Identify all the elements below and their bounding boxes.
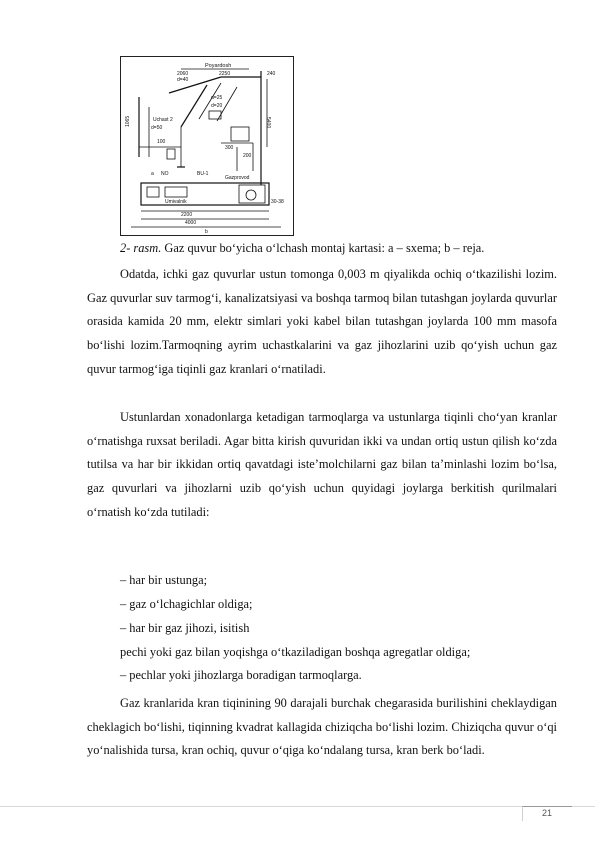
diagram-dim-d50: d=50 (151, 125, 163, 131)
diagram-dim-100: 100 (157, 139, 166, 145)
diagram-label-b: b (205, 229, 208, 235)
diagram-label-gazprovod: Gazprovod (225, 175, 250, 181)
list-item-3: – har bir gaz jihozi, isitish (120, 621, 250, 635)
list-item-1: – har bir ustunga; (120, 573, 208, 587)
diagram-dim-d25: d=25 (211, 95, 223, 101)
diagram-dim-2200: 2200 (181, 212, 193, 218)
list-item-2: – gaz o‘lchagichlar oldiga; (120, 597, 253, 611)
figure-caption (120, 241, 484, 256)
footer-divider-left (0, 806, 522, 807)
paragraph-3: Gaz kranlarida kran tiqinining 90 darajali burchak chegarasida burilishini cheklaydigan cheklagich bo‘lishi, tiqinning kvadrat kallagida chiziqcha bo‘lishi lozim. Chiziqcha quvur o‘qi yo‘nalishida tursa, kran ochiq, quvur o‘qiga ko‘ndalang tursa, kran berk bo‘ladi. (87, 696, 557, 758)
diagram-dim-4000: 4000 (185, 220, 197, 226)
diagram-dim-3038: 30-38 (271, 199, 284, 205)
paragraph-1: Odatda, ichki gaz quvurlar ustun tomonga 0,003 m qiyalikda ochiq o‘tkazilishi lozim. Gaz quvurlar suv tarmog‘i, kanalizatsiyasi va boshqa tarmoq bilan tutashgan joylarda quvurlar orasida kamida 20 mm, elektr simlari yoki kabel bilan tutashgan joylarda 100 mm masofa bo‘lishi lozim.Tarmoqning ayrim uchastkalarini va gaz jihozlarini uzib qo‘yish uchun gaz quvur tarmog‘iga tiqinli gaz kranlari o‘rnatiladi. (87, 267, 557, 376)
diagram-label-top: Poyardosh (205, 63, 232, 69)
paragraph-2: Ustunlardan xonadonlarga ketadigan tarmoqlarga va ustunlarga tiqinli cho‘yan kranlar o‘rnatishga ruxsat beriladi. Agar bitta kirish quvuridan ikki va undan ortiq ustun qilish ko‘zda tutilsa va har bir ikkidan ortiq qavatdagi iste’molchilarni gaz bilan ta’minlashi lozim bo‘lsa, gaz quvurlari va jihozlarni uzib qo‘yish uchun quyidagi joylarga berkitish qurilmalari o‘rnatish ko‘zda tutiladi: (87, 410, 557, 519)
figure-caption-text: Gaz quvur bo‘yicha o‘lchash montaj kartasi: a – sxema; b – reja. (161, 241, 485, 255)
diagram-dim-2060: 2060 (177, 71, 189, 77)
diagram-dim-240: 240 (267, 71, 276, 77)
diagram-dim-300: 300 (225, 145, 234, 151)
diagram-label-umivalnik: Umivalnik (165, 199, 187, 205)
diagram-label-no: NO (161, 171, 169, 177)
installation-diagram (120, 56, 294, 236)
list-item-5: – pechlar yoki jihozlarga boradigan tarmoqlarga. (120, 668, 362, 682)
footer-divider-right (572, 806, 595, 807)
diagram-dim-d40: d=40 (177, 77, 189, 83)
diagram-dim-1065: 1065 (125, 115, 131, 127)
diagram-dim-d20: d=20 (211, 103, 223, 109)
diagram-label-bu: BU-1 (197, 171, 209, 177)
diagram-label-uchast: Uchast 2 (153, 117, 173, 123)
diagram-dim-5400: 5400 (265, 117, 271, 129)
diagram-dim-2250: 2250 (219, 71, 231, 77)
figure-caption-label: 2- rasm. (120, 241, 162, 255)
list-item-4: pechi yoki gaz bilan yoqishga o‘tkaziladigan boshqa agregatlar oldiga; (120, 645, 471, 659)
diagram-label-a: a (151, 171, 154, 177)
page-number: 21 (541, 808, 552, 818)
diagram-dim-200: 200 (243, 153, 252, 159)
